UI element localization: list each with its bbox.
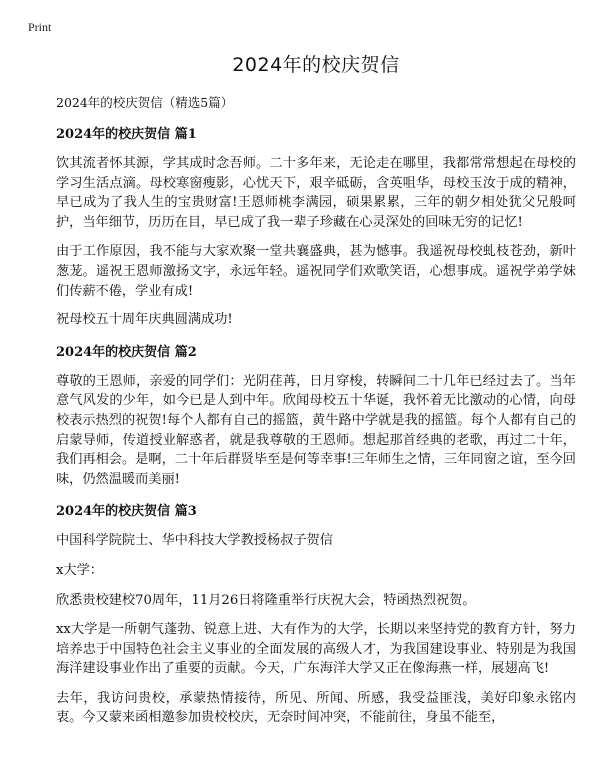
paragraph: 中国科学院院士、华中科技大学教授杨叔子贺信 xyxy=(56,533,333,549)
section-heading: 2024年的校庆贺信 篇3 xyxy=(56,504,197,520)
paragraph: 由于工作原因，我不能与大家欢聚一堂共襄盛典，甚为憾事。我遥祝母校虬枝苍劲，新叶葱茏。遥祝王恩师激扬文字，永远年轻。遥祝同学们欢歌笑语，心想事成。遥祝学弟学妹们传薪不倦，学业有成! xyxy=(56,244,576,299)
paragraph: x大学： xyxy=(56,562,103,578)
paragraph: 欣悉贵校建校70周年，11月26日将隆重举行庆祝大会，特函热烈祝贺。 xyxy=(56,592,476,608)
section-heading: 2024年的校庆贺信 篇1 xyxy=(56,127,197,142)
paragraph: 去年，我访问贵校，承蒙热情接待，所见、所闻、所感，我受益匪浅，美好印象永铭内衷。今又蒙来函相邀参加贵校校庆，无奈时间冲突，不能前往，身虽不能至， xyxy=(56,690,576,726)
paragraph: 祝母校五十周年庆典圆满成功! xyxy=(56,312,233,328)
paragraph: xx大学是一所朝气蓬勃、锐意上进、大有作为的大学，长期以来坚持党的教育方针，努力培养忠于中国特色社会主义事业的全面发展的高级人才，为我国建设事业、特别是为我国海洋建设事业作出了重要的贡献。今天，广东海洋大学又正在像海燕一样，展翅高飞! xyxy=(56,622,576,677)
print-link[interactable]: Print xyxy=(28,20,52,34)
section-3 xyxy=(56,503,576,728)
paragraph: 尊敬的王恩师，亲爱的同学们：光阴荏苒，日月穿梭，转瞬间二十几年已经过去了。当年意气风发的少年，如今已是人到中年。欣闻母校五十华诞，我怀着无比激动的心情，向母校表示热烈的祝贺!每个人都有自己的摇篮，黄牛路中学就是我的摇篮。每个人都有自己的启蒙导师，传道授业解惑者，就是我尊敬的王恩师。想起那首经典的老歌，再过二十年，我们再相会。是啊，二十年后群贤毕至是何等幸事!三年师生之情，三年同窗之谊，至今回味，仍然温暖而美丽! xyxy=(56,373,576,487)
document-body xyxy=(56,50,576,728)
paragraph: 饮其流者怀其源，学其成时念吾师。二十多年来，无论走在哪里，我都常常想起在母校的学习生活点滴。母校寒窗瘦影，心忧天下，艰辛砥砺，含英咀华，母校玉汝于成的精神，早已成为了我人生的宝贵财富!王恩师桃李满园，硕果累累，三年的朝夕相处犹父兄般呵护，当年细节，历历在目，早已成了我一辈子珍藏在心灵深处的回味无穷的记忆! xyxy=(56,156,576,230)
page-title: 2024年的校庆贺信 xyxy=(232,54,400,76)
section-heading: 2024年的校庆贺信 篇2 xyxy=(56,344,197,360)
section-1 xyxy=(56,126,576,330)
document-subtitle: 2024年的校庆贺信（精选5篇） xyxy=(56,95,234,110)
section-2 xyxy=(56,344,576,490)
